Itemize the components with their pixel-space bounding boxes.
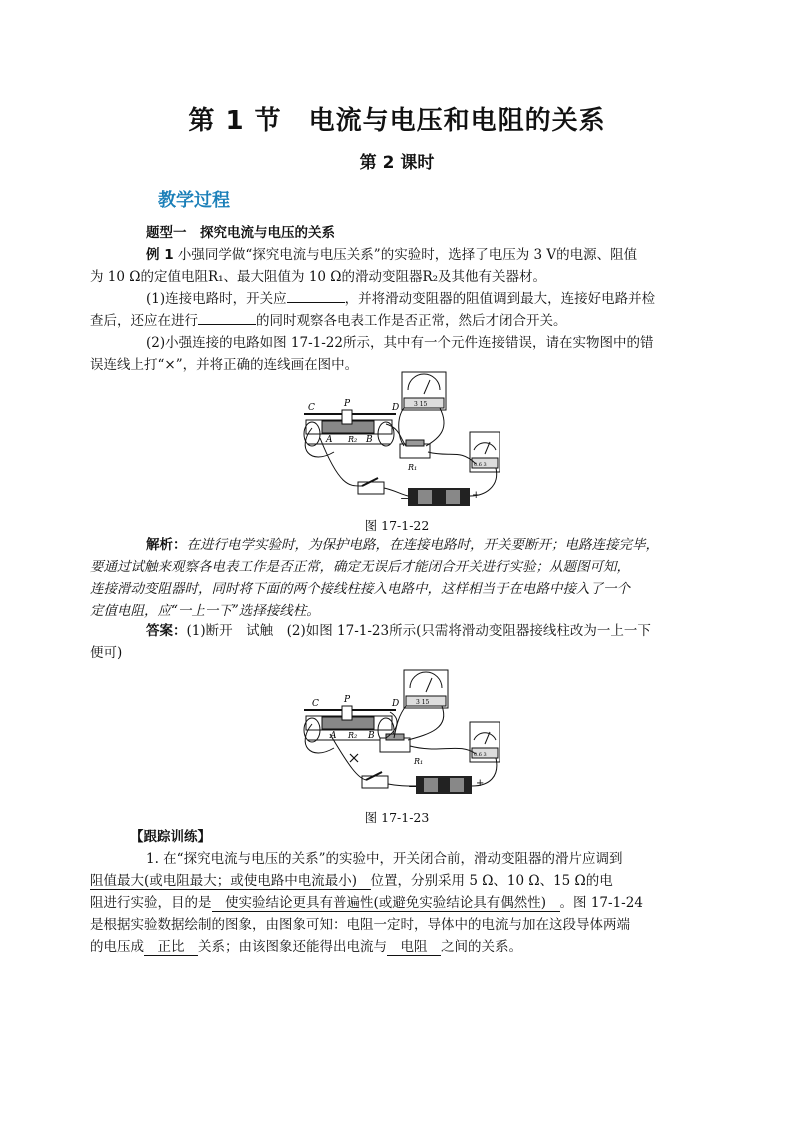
wire xyxy=(428,452,476,464)
tracking-line2 xyxy=(90,870,613,892)
tracking-text: 。图 17-1-24 xyxy=(559,895,643,911)
answer-label: 答案： xyxy=(146,623,187,639)
blank-field xyxy=(198,310,256,325)
wire xyxy=(408,706,444,740)
answer-line2: 便可) xyxy=(90,645,123,661)
label-r2: R₂ xyxy=(348,435,358,444)
ammeter-icon xyxy=(470,722,500,762)
answer-underline: 使实验结论更具有普遍性(或避免实验结论具有偶然性) xyxy=(211,895,560,911)
wire xyxy=(410,746,476,754)
label-c: C xyxy=(308,403,315,413)
question1 xyxy=(90,288,678,332)
answer-line1: (1)断开 试触 (2)如图 17-1-23所示(只需将滑动变阻器接线柱改为一上一下 xyxy=(186,623,651,639)
tracking-text: 之间的关系。 xyxy=(441,939,522,955)
circuit-figure-1 xyxy=(300,368,500,510)
resistor-icon xyxy=(380,734,410,752)
analysis-label: 解析： xyxy=(146,537,187,553)
ammeter-icon xyxy=(470,432,500,472)
label-b: B xyxy=(368,731,375,741)
label-c: C xyxy=(312,699,319,709)
tracking-text: 的电压成 xyxy=(90,939,144,955)
label-d: D xyxy=(392,403,400,413)
ammeter-scale: 0.6 3 xyxy=(474,752,487,758)
q2-text-a: (2)小强连接的电路如图 17-1-22所示，其中有一个元件连接错误，请在实物图中的错 xyxy=(146,335,654,351)
answer-underline: 电阻 xyxy=(387,939,441,955)
tracking-text: 关系；由该图象还能得出电流与 xyxy=(198,939,387,955)
figure1-caption: 图 17-1-22 xyxy=(364,518,430,533)
label-a: A xyxy=(326,435,333,445)
label-b: B xyxy=(366,435,373,445)
voltmeter-scale: 3 15 xyxy=(416,699,430,706)
example-line2: 为 10 Ω的定值电阻R₁、最大阻值为 10 Ω的滑动变阻器R₂及其他有关器材。 xyxy=(90,269,547,285)
label-r1: R₁ xyxy=(414,757,424,766)
label-r1: R₁ xyxy=(408,463,418,472)
q1-text-a: (1)连接电路时，开关应 xyxy=(146,291,287,307)
voltmeter-scale: 3 15 xyxy=(414,401,428,408)
q1-text-c: 查后，还应在进行 xyxy=(90,313,198,329)
topic-heading: 题型一 探究电流与电压的关系 xyxy=(146,225,335,241)
battery-plus: + xyxy=(472,490,481,501)
q1-text-d: 的同时观察各电表工作是否正常，然后才闭合开关。 xyxy=(256,313,567,329)
tracking-text: 阻进行实验，目的是 xyxy=(90,895,212,911)
label-a: A xyxy=(330,731,337,741)
wire xyxy=(320,438,362,486)
tracking-paragraph xyxy=(90,848,678,958)
tracking-line4: 是根据实验数据绘制的图象，由图象可知：电阻一定时，导体中的电流与加在这段导体两端 xyxy=(90,917,630,933)
example-line1: 小强同学做“探究电流与电压关系”的实验时，选择了电压为 3 V的电源、阻值 xyxy=(177,247,638,263)
label-p: P xyxy=(344,695,351,705)
label-p: P xyxy=(344,399,351,409)
answer-underline: 阻值最大(或电阻最大；或使电路中电流最小) xyxy=(90,873,371,889)
label-r2: R₂ xyxy=(348,731,358,740)
battery-plus: + xyxy=(476,778,485,789)
lesson-subtitle: 第 2 课时 xyxy=(359,153,435,173)
tracking-text: 位置，分别采用 5 Ω、10 Ω、15 Ω的电 xyxy=(370,873,613,889)
figure2-caption: 图 17-1-23 xyxy=(364,810,430,825)
battery-minus: − xyxy=(408,780,418,793)
battery-icon xyxy=(416,776,472,794)
q1-text-b: ，并将滑动变阻器的阻值调到最大，连接好电路并检 xyxy=(344,291,656,307)
tracking-line3 xyxy=(90,892,643,914)
page-title: 第 1 节 电流与电压和电阻的关系 xyxy=(188,106,606,136)
battery-minus: − xyxy=(400,492,410,505)
analysis-line4: 定值电阻，应“一上一下”选择接线柱。 xyxy=(90,603,320,619)
blank-field xyxy=(287,288,345,303)
analysis-line3: 连接滑动变阻器时，同时将下面的两个接线柱接入电路中，这样相当于在电路中接入了一个 xyxy=(90,581,630,597)
resistor-icon xyxy=(400,440,430,458)
analysis-line1: 在进行电学实验时，为保护电路，在连接电路时，开关要断开；电路连接完毕， xyxy=(186,537,659,553)
example-paragraph xyxy=(90,244,678,288)
tracking-line1: 1. 在“探究电流与电压的关系”的实验中，开关闭合前，滑动变阻器的滑片应调到 xyxy=(146,851,623,867)
answer-underline: 正比 xyxy=(144,939,198,955)
label-d: D xyxy=(392,699,400,709)
analysis-paragraph xyxy=(90,534,678,622)
tracking-line5 xyxy=(90,936,522,958)
circuit-figure-2 xyxy=(300,668,500,804)
wire xyxy=(399,408,404,446)
ammeter-scale: 0.6 3 xyxy=(474,462,487,468)
wire xyxy=(426,408,444,446)
q1-line2 xyxy=(90,310,567,332)
voltmeter-icon xyxy=(402,372,446,410)
example-label: 例 1 xyxy=(146,247,174,263)
battery-icon xyxy=(408,488,470,506)
section-heading: 教学过程 xyxy=(158,190,230,211)
analysis-line2: 要通过试触来观察各电表工作是否正常，确定无误后才能闭合开关进行实验；从题图可知， xyxy=(90,559,630,575)
tracking-heading: 【跟踪训练】 xyxy=(130,829,211,845)
q2-text-b: 误连线上打“×”，并将正确的连线画在图中。 xyxy=(90,357,359,373)
cross-mark-icon xyxy=(350,754,358,762)
answer-paragraph xyxy=(90,620,678,664)
voltmeter-icon xyxy=(404,670,448,708)
